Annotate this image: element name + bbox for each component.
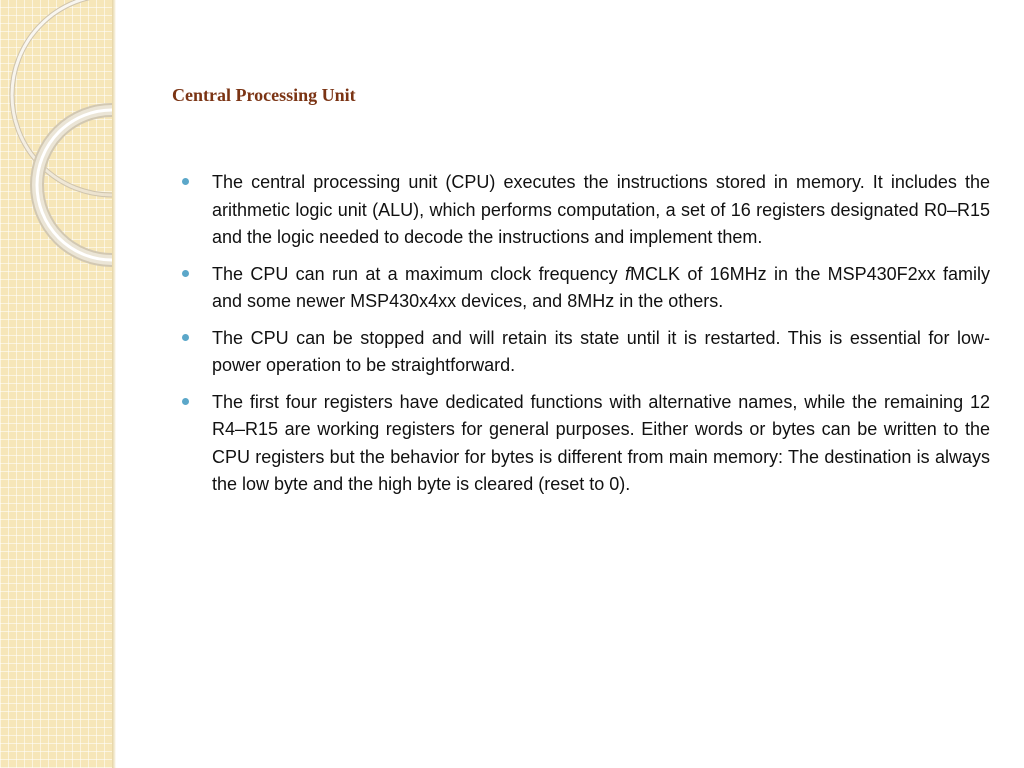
sidebar-edge [112,0,116,768]
bullet-dot-icon [182,398,189,405]
bullet-dot-icon [182,178,189,185]
large-ring [12,0,112,195]
bullet-item [180,389,990,499]
slide-title: Central Processing Unit [172,85,356,105]
bullet-list [180,169,990,508]
decorative-sidebar [0,0,112,768]
bullet-item [180,325,990,380]
bullet-text-end: MCLK of 16MHz in the MSP430F2xx family and some newer MSP430x4xx devices, and 8MHz in the others. [212,263,991,311]
large-ring-shadow [12,0,112,195]
bullet-italic-f: f [624,263,630,284]
bullet-text: The first four registers have dedicated functions with alternative names, while the remaining 12 R4–R15 are working registers for general purposes. Either words or bytes can be written to the CPU registers but the behavior for bytes is different from main memory: The destination is always the low byte and the high byte is cleared (reset to 0). [212,391,990,494]
bullet-text-start: The CPU can run at a maximum clock frequency [212,263,625,284]
bullet-text: The CPU can be stopped and will retain its state until it is restarted. This is essential for low-power operation to be straightforward. [212,327,990,375]
circle-decoration-icon [0,0,112,768]
bullet-item [180,169,990,252]
bullet-dot-icon [182,270,189,277]
bullet-dot-icon [182,334,189,341]
bullet-text: The central processing unit (CPU) executes the instructions stored in memory. It includes the arithmetic logic unit (ALU), which performs computation, a set of 16 registers designated R0–R15 and the logic needed to decode the instructions and implement them. [212,172,990,247]
bullet-item [180,261,990,316]
